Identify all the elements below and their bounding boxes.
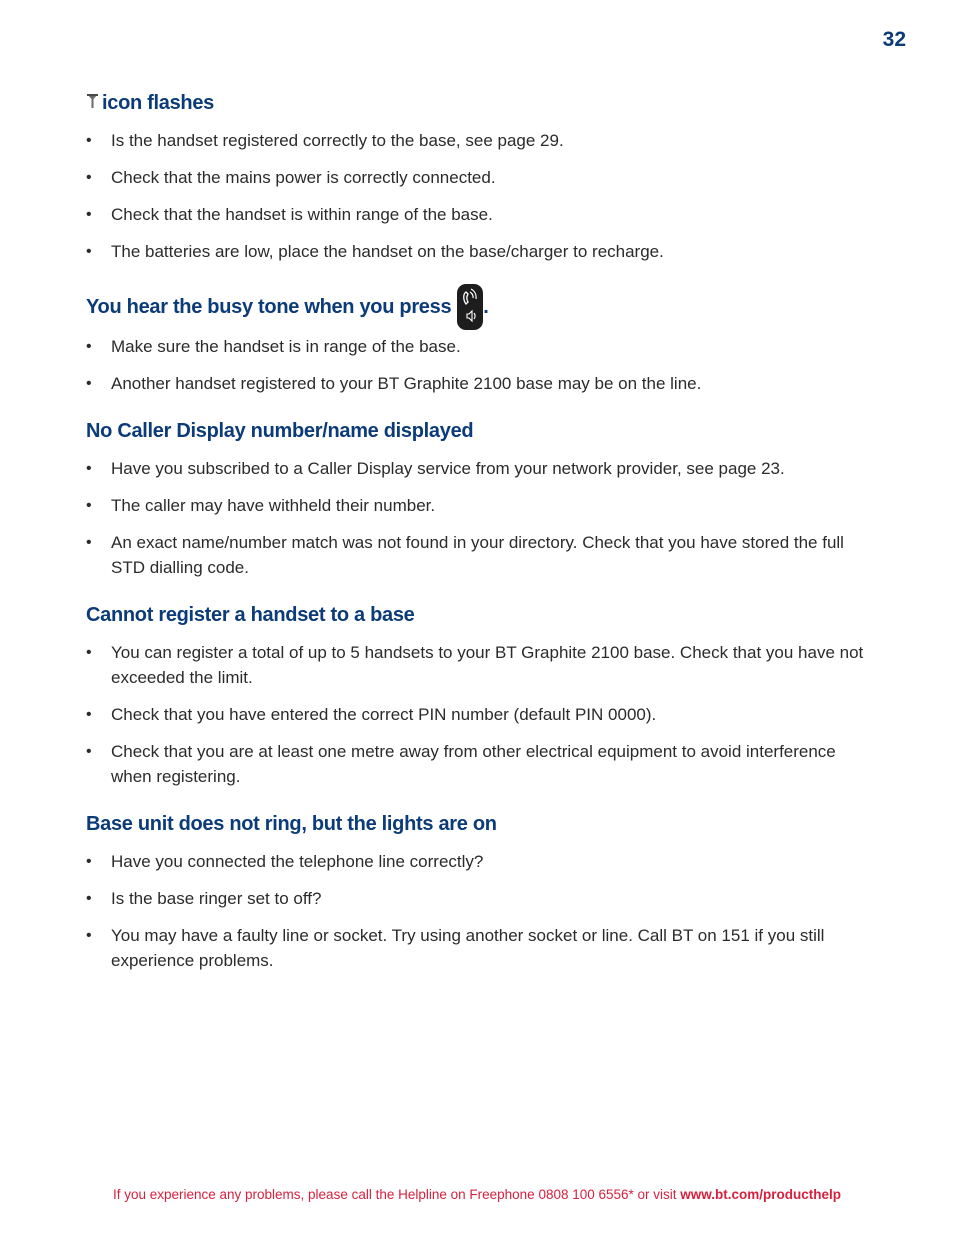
bullet-list bbox=[86, 456, 876, 580]
bullet-list bbox=[86, 849, 876, 973]
section-heading bbox=[86, 416, 876, 446]
bullet-dot: • bbox=[86, 460, 92, 477]
list-item: • Check that you are at least one metre away from other electrical equipment to avoid interference when registering. bbox=[86, 739, 876, 789]
list-item: • An exact name/number match was not found in your directory. Check that you have stored the full STD dialling code. bbox=[86, 530, 876, 580]
list-item: • The caller may have withheld their number. bbox=[86, 493, 876, 518]
bullet-dot: • bbox=[86, 890, 92, 907]
list-item: • Is the handset registered correctly to the base, see page 29. bbox=[86, 128, 876, 153]
bullet-dot: • bbox=[86, 375, 92, 392]
section-heading-text: No Caller Display number/name displayed bbox=[86, 419, 474, 442]
bullet-dot: • bbox=[86, 853, 92, 870]
list-item: • Make sure the handset is in range of the base. bbox=[86, 334, 876, 359]
list-item: • Have you connected the telephone line correctly? bbox=[86, 849, 876, 874]
section-heading-text: Cannot register a handset to a base bbox=[86, 603, 415, 626]
section-icon-flashes bbox=[86, 88, 876, 264]
section-heading bbox=[86, 809, 876, 839]
list-item: • Is the base ringer set to off? bbox=[86, 886, 876, 911]
bullet-dot: • bbox=[86, 243, 92, 260]
page-number: 32 bbox=[882, 28, 906, 51]
section-heading bbox=[86, 284, 876, 330]
list-item: • Have you subscribed to a Caller Display service from your network provider, see page 23. bbox=[86, 456, 876, 481]
footer-text: If you experience any problems, please call the Helpline on Freephone 0808 100 6556* or visit bbox=[112, 1187, 681, 1202]
list-item: • The batteries are low, place the handset on the base/charger to recharge. bbox=[86, 239, 876, 264]
section-heading-text: Base unit does not ring, but the lights are on bbox=[86, 812, 497, 835]
section-heading-text: icon flashes bbox=[102, 91, 214, 114]
bullet-list bbox=[86, 128, 876, 264]
bullet-dot: • bbox=[86, 534, 92, 551]
section-heading-text: You hear the busy tone when you press bbox=[86, 295, 452, 318]
section-base-does-not-ring bbox=[86, 809, 876, 973]
list-item: • You may have a faulty line or socket. Try using another socket or line. Call BT on 151 if you still experience problems. bbox=[86, 923, 876, 973]
section-cannot-register bbox=[86, 600, 876, 789]
antenna-signal-icon bbox=[86, 92, 99, 115]
list-item: • Another handset registered to your BT Graphite 2100 base may be on the line. bbox=[86, 371, 876, 396]
list-item: • Check that the mains power is correctly connected. bbox=[86, 165, 876, 190]
product-help-link[interactable]: www.bt.com/producthelp bbox=[680, 1187, 842, 1202]
bullet-dot: • bbox=[86, 497, 92, 514]
section-heading bbox=[86, 600, 876, 630]
list-item: • Check that you have entered the correct PIN number (default PIN 0000). bbox=[86, 702, 876, 727]
bullet-dot: • bbox=[86, 743, 92, 760]
bullet-dot: • bbox=[86, 132, 92, 149]
list-item: • You can register a total of up to 5 handsets to your BT Graphite 2100 base. Check that you have not exceeded the limit. bbox=[86, 640, 876, 690]
section-no-caller-display bbox=[86, 416, 876, 580]
list-item: • Check that the handset is within range of the base. bbox=[86, 202, 876, 227]
bullet-dot: • bbox=[86, 206, 92, 223]
bullet-list bbox=[86, 334, 876, 396]
bullet-dot: • bbox=[86, 706, 92, 723]
bullet-dot: • bbox=[86, 169, 92, 186]
bullet-dot: • bbox=[86, 927, 92, 944]
talk-handsfree-key-icon bbox=[457, 284, 483, 330]
section-heading bbox=[86, 88, 876, 118]
troubleshooting-content bbox=[86, 88, 876, 995]
bullet-dot: • bbox=[86, 644, 92, 661]
bullet-list bbox=[86, 640, 876, 789]
section-heading-suffix: . bbox=[483, 295, 489, 318]
helpline-footer bbox=[0, 1187, 954, 1202]
section-busy-tone bbox=[86, 284, 876, 396]
bullet-dot: • bbox=[86, 338, 92, 355]
